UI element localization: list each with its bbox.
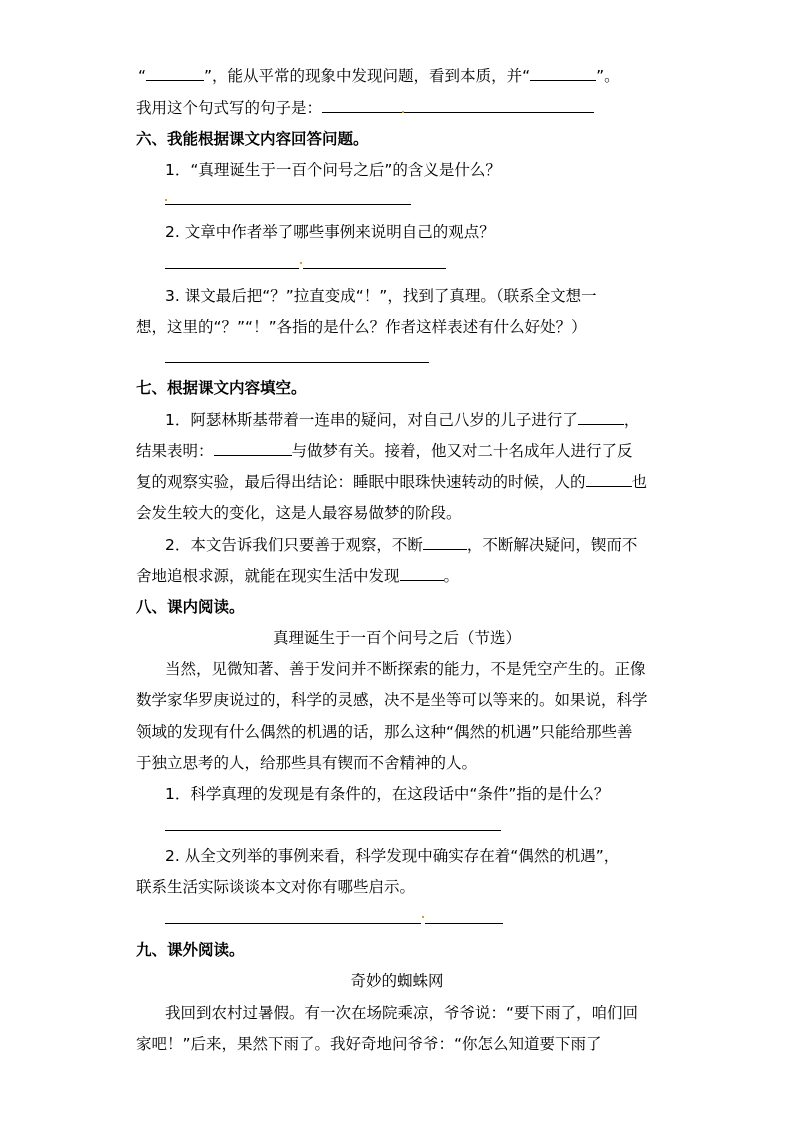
section-8-heading: 八、课内阅读。 <box>136 598 245 616</box>
answer-line[interactable] <box>303 268 446 269</box>
close-quote: ”。 <box>596 67 620 85</box>
fill-text: 2．本文告诉我们只要善于观察，不断 <box>165 536 423 554</box>
answer-line[interactable] <box>165 268 299 269</box>
marker-dot <box>422 916 424 918</box>
fill-text: 1．阿瑟林斯基带着一连串的疑问，对自己八岁的儿子进行了 <box>165 411 578 429</box>
reading-title: 奇妙的蜘蛛网 <box>350 972 444 990</box>
sentence-pattern-line <box>138 66 620 86</box>
blank[interactable] <box>400 566 444 581</box>
passage-line: 领域的发现有什么偶然的机遇的话，那么这种“偶然的机遇”只能给那些善 <box>136 723 633 741</box>
blank[interactable] <box>214 441 292 456</box>
blank[interactable] <box>322 98 402 113</box>
section-6-heading: 六、我能根据课文内容回答问题。 <box>136 130 369 148</box>
passage-line: 当然，见微知著、善于发问并不断探索的能力，不是凭空产生的。正像 <box>165 660 646 678</box>
blank[interactable] <box>578 410 624 425</box>
section-7-line-2 <box>136 441 633 461</box>
section-7-line-3 <box>136 472 647 492</box>
blank[interactable] <box>146 66 204 81</box>
blank[interactable] <box>423 535 467 550</box>
section-7-line-4: 会发生较大的变化，这是人最容易做梦的阶段。 <box>136 504 462 522</box>
my-sentence-line <box>136 98 594 118</box>
section-6-question-3b: 想，这里的“？”“！”各指的是什么？作者这样表述有什么好处？） <box>136 318 587 336</box>
blank[interactable] <box>530 66 596 81</box>
answer-line[interactable] <box>425 923 503 924</box>
answer-line[interactable] <box>165 204 411 205</box>
marker-dot <box>300 262 302 264</box>
answer-line[interactable] <box>165 362 429 363</box>
open-quote: “ <box>138 67 147 85</box>
sentence-pattern-text: ”，能从平常的现象中发现问题，看到本质，并“ <box>204 67 531 85</box>
blank[interactable] <box>404 98 594 113</box>
fill-text: ， <box>623 411 640 429</box>
section-8-question-1: 1．科学真理的发现是有条件的，在这段话中“条件”指的是什么？ <box>165 785 610 803</box>
section-6-question-2: 2. 文章中作者举了哪些事例来说明自己的观点？ <box>165 223 495 241</box>
section-6-question-3a: 3. 课文最后把“？”拉直变成“！”，找到了真理。（联系全文想一 <box>165 287 597 305</box>
fill-text: 舍地追根求源，就能在现实生活中发现 <box>136 567 400 585</box>
fill-text: ，不断解决疑问，锲而不 <box>466 536 638 554</box>
section-9-heading: 九、课外阅读。 <box>136 941 245 959</box>
section-8-question-2b: 联系生活实际谈谈本文对你有哪些启示。 <box>136 878 416 896</box>
fill-text: 与做梦有关。接着，他又对二十名成年人进行了反 <box>291 442 633 460</box>
passage-line: 家吧！”后来，果然下雨了。我好奇地问爷爷：“你怎么知道要下雨了 <box>136 1035 602 1053</box>
answer-line[interactable] <box>165 830 501 831</box>
section-7-line-6 <box>136 566 459 586</box>
section-7-line-1 <box>165 410 639 430</box>
marker-dot <box>165 199 167 201</box>
fill-text: 结果表明： <box>136 442 214 460</box>
section-6-question-1: 1．“真理诞生于一百个问号之后”的含义是什么？ <box>165 161 501 179</box>
section-8-question-2a: 2. 从全文列举的事例来看，科学发现中确实存在着“偶然的机遇”， <box>165 847 620 865</box>
fill-text: 复的观察实验，最后得出结论：睡眠中眼珠快速转动的时候，人的 <box>136 473 586 491</box>
blank[interactable] <box>586 472 632 487</box>
my-sentence-label: 我用这个句式写的句子是： <box>136 99 323 117</box>
answer-line[interactable] <box>165 923 421 924</box>
passage-line: 于独立思考的人，给那些具有锲而不舍精神的人。 <box>136 754 478 772</box>
section-7-heading: 七、根据课文内容填空。 <box>136 379 307 397</box>
passage-line: 数学家华罗庚说过的，科学的灵感，决不是坐等可以等来的。如果说，科学 <box>136 691 648 709</box>
reading-title: 真理诞生于一百个问号之后（节选） <box>272 629 521 647</box>
passage-line: 我回到农村过暑假。有一次在场院乘凉，爷爷说：“要下雨了，咱们回 <box>165 1004 639 1022</box>
section-7-line-5 <box>165 535 637 555</box>
fill-text: 也 <box>631 473 648 491</box>
fill-text: 。 <box>443 567 460 585</box>
